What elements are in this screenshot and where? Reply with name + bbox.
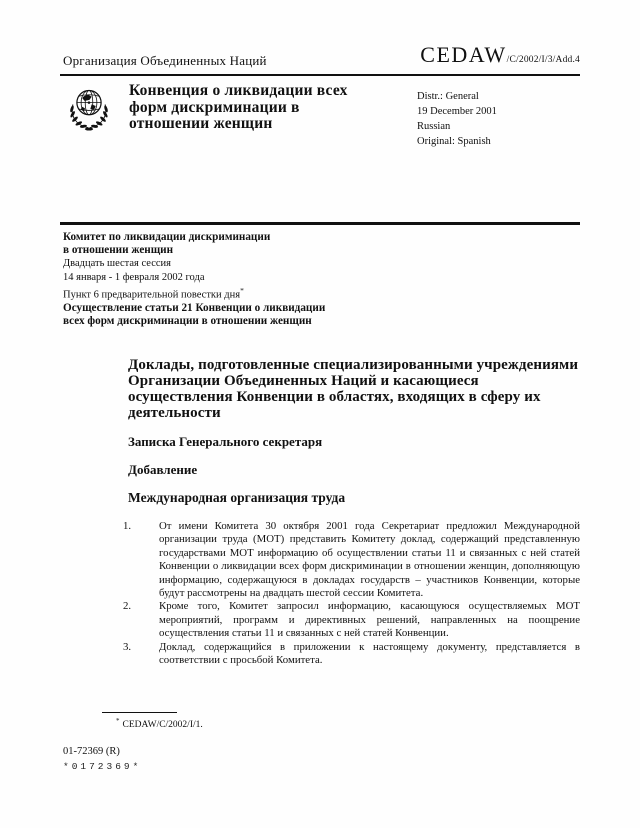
numbered-paragraph xyxy=(123,520,580,600)
footnote-text: CEDAW/C/2002/I/1. xyxy=(122,720,203,731)
footnote-marker: * xyxy=(116,717,120,725)
report-title-line: деятельности xyxy=(128,405,221,421)
distribution-line: 19 December 2001 xyxy=(417,106,497,117)
paragraph-text: Кроме того, Комитет запросил информацию, касающуюся осуществляемых МОТ мероприятий, программ и директивных решений, направленных на поощрение осуществления статьи 11 и связанных с ней статей Конвенции. xyxy=(159,600,580,640)
document-symbol-suffix: /C/2002/I/3/Add.4 xyxy=(506,55,580,65)
footnote-divider xyxy=(102,712,177,713)
un-emblem-icon xyxy=(62,82,116,134)
addendum-heading: Добавление xyxy=(128,462,198,477)
paragraph-number: 3. xyxy=(123,640,132,653)
session-name: Двадцать шестая сессия xyxy=(63,258,171,270)
footnote xyxy=(116,717,203,730)
note-heading: Записка Генерального секретаря xyxy=(128,434,323,449)
report-title-line: Организации Объединенных Наций и касающиеся xyxy=(128,373,479,389)
paragraph-text: Доклад, содержащийся в приложении к настоящему документу, представляется в соответствии с просьбой Комитета. xyxy=(159,640,580,667)
footnote-reference: * xyxy=(240,285,244,295)
convention-title xyxy=(129,83,348,133)
barcode-text: *0172369* xyxy=(63,761,142,772)
agenda-item-text: Пункт 6 предварительной повестки дня xyxy=(63,289,241,301)
job-number: 01-72369 (R) xyxy=(63,746,120,757)
convention-title-line: отношении женщин xyxy=(129,115,273,132)
agenda-subject-line: всех форм дискриминации в отношении женщин xyxy=(63,314,312,327)
section-divider xyxy=(60,222,580,225)
document-symbol-main: CEDAW xyxy=(420,42,507,67)
report-title-line: осуществления Конвенции в областях, входящих в сферу их xyxy=(128,389,541,405)
agenda-subject-line: Осуществление статьи 21 Конвенции о ликвидации xyxy=(63,301,326,314)
distribution-line: Russian xyxy=(417,121,451,132)
committee-name-line: в отношении женщин xyxy=(63,244,174,257)
paragraph-text: От имени Комитета 30 октября 2001 года Секретариат предложил Международной организации труда (МОТ) представить Комитету доклад, содержащий представленную государствами МОТ информацию об осуществлении статьи 11 и связанных с ней статей Конвенции о ликвидации всех форм дискриминации в отношении женщин, дополняющую информацию, содержащуюся в докладах государств – участников Конвенции, которые будут рассмотрены на двадцать шестой сессии Комитета. xyxy=(159,520,580,600)
committee-name-line: Комитет по ликвидации дискриминации xyxy=(63,231,271,243)
convention-title-line: форм дискриминации в xyxy=(129,98,300,116)
organization-name: Организация Объединенных Наций xyxy=(63,53,267,68)
numbered-paragraph xyxy=(123,640,580,668)
distribution-line: Distr.: General xyxy=(417,91,479,102)
session-dates: 14 января - 1 февраля 2002 года xyxy=(63,271,205,283)
agency-heading: Международная организация труда xyxy=(128,490,346,505)
convention-title-line: Конвенция о ликвидации всех xyxy=(129,82,348,99)
report-title xyxy=(128,357,580,421)
paragraph-number: 1. xyxy=(123,520,132,532)
session-block xyxy=(63,231,325,328)
distribution-block xyxy=(417,89,497,149)
document-symbol xyxy=(420,42,580,68)
distribution-line: Original: Spanish xyxy=(417,136,491,147)
paragraph-number: 2. xyxy=(123,600,132,613)
header-divider xyxy=(60,74,580,76)
report-title-line: Доклады, подготовленные специализированными учреждениями xyxy=(128,357,579,373)
numbered-paragraph xyxy=(123,600,580,640)
main-content xyxy=(123,357,580,667)
agenda-item-line xyxy=(63,284,325,302)
